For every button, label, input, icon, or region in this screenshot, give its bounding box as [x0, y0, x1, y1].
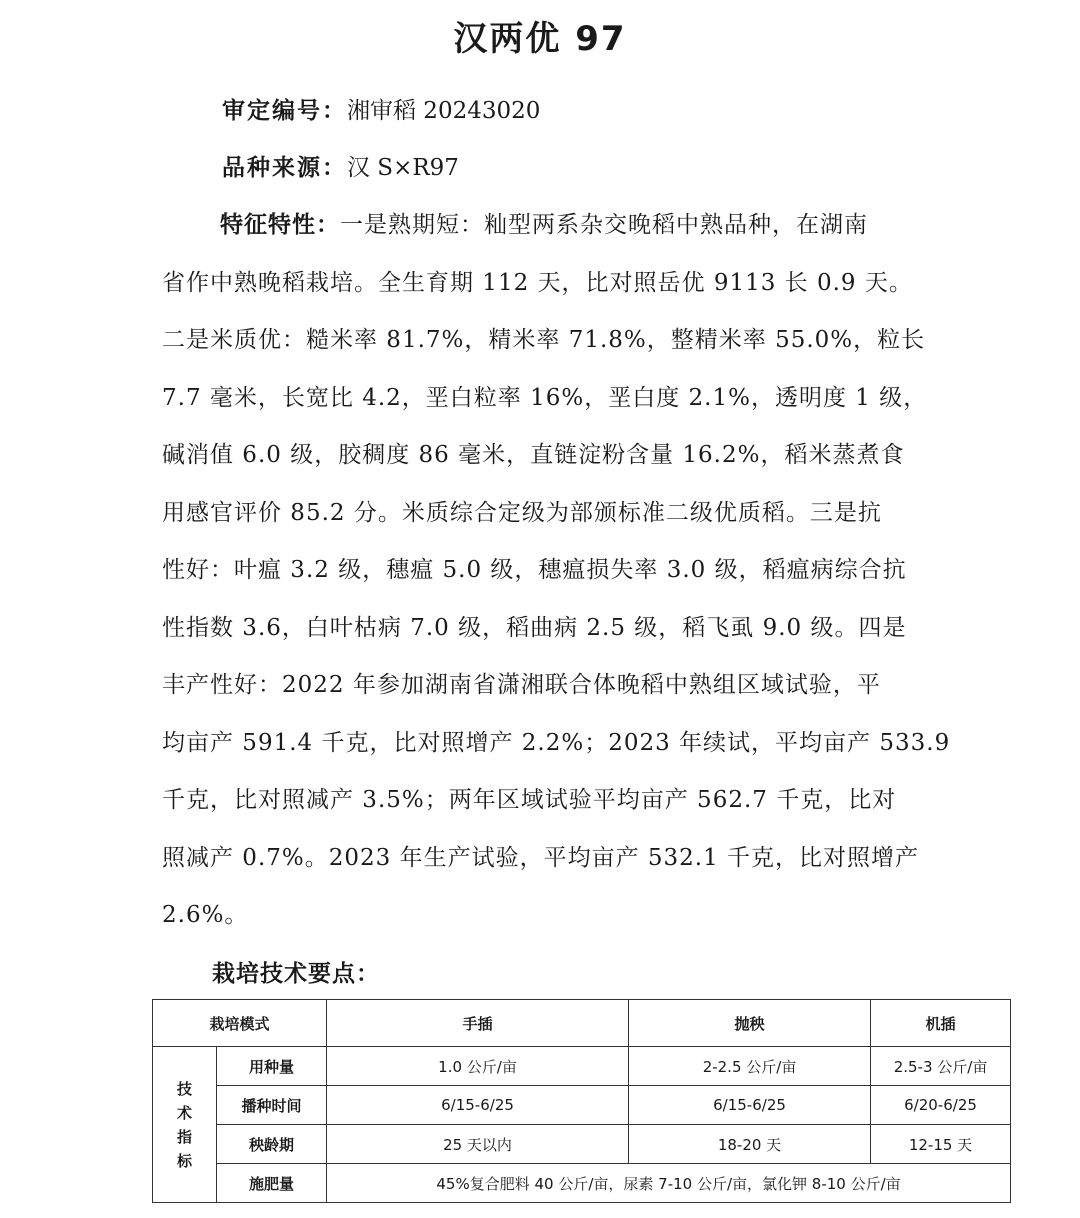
- table-cell: 18-20 天: [629, 1125, 871, 1164]
- page-title: 汉两优 97: [453, 19, 627, 59]
- features-line: 丰产性好：2022 年参加湖南省潇湘联合体晚稻中熟组区域试验，平: [162, 672, 881, 698]
- features-line: 2.6%。: [162, 902, 249, 928]
- table-cell: 6/15-6/25: [629, 1086, 871, 1125]
- row-label: 秧龄期: [217, 1125, 327, 1164]
- header-throwing: 抛秧: [629, 1000, 871, 1047]
- table-cell: 6/20-6/25: [871, 1086, 1011, 1125]
- features-line: 特征特性：一是熟期短：籼型两系杂交晚稻中熟品种，在湖南: [220, 212, 868, 238]
- table-cell: 1.0 公斤/亩: [327, 1047, 629, 1086]
- header-manual: 手插: [327, 1000, 629, 1047]
- cultivation-table: [152, 999, 1011, 1203]
- features-label: 特征特性：: [220, 212, 340, 238]
- table-cell: 12-15 天: [871, 1125, 1011, 1164]
- table-cell: 2-2.5 公斤/亩: [629, 1047, 871, 1086]
- features-line: 千克，比对照减产 3.5%；两年区域试验平均亩产 562.7 千克，比对: [162, 787, 897, 813]
- header-mode: 栽培模式: [153, 1000, 327, 1047]
- table-cell: 2.5-3 公斤/亩: [871, 1047, 1011, 1086]
- approval-value: 湘审稻 20243020: [347, 98, 541, 124]
- approval-number: [222, 94, 540, 128]
- variety-source: [222, 151, 459, 185]
- table-cell: 6/15-6/25: [327, 1086, 629, 1125]
- features-line: 性好：叶瘟 3.2 级，穗瘟 5.0 级，穗瘟损失率 3.0 级，稻瘟病综合抗: [162, 557, 907, 583]
- features-line: 碱消值 6.0 级，胶稠度 86 毫米，直链淀粉含量 16.2%，稻米蒸煮食: [162, 442, 905, 468]
- features-line: 二是米质优：糙米率 81.7%，精米率 71.8%，整精米率 55.0%，粒长: [162, 327, 926, 353]
- table-header-row: [153, 1000, 1011, 1047]
- features-paragraph: [162, 208, 951, 956]
- features-line: 均亩产 591.4 千克，比对照增产 2.2%；2023 年续试，平均亩产 533.9: [162, 729, 951, 756]
- source-value: 汉 S×R97: [347, 155, 459, 181]
- table-row: [153, 1047, 1011, 1086]
- table-row: [153, 1086, 1011, 1125]
- row-label: 用种量: [217, 1047, 327, 1086]
- table-row: [153, 1164, 1011, 1203]
- cultivation-title: 栽培技术要点：: [212, 961, 380, 987]
- table-cell: 25 天以内: [327, 1125, 629, 1164]
- fertilizer-cell: 45%复合肥料 40 公斤/亩，尿素 7-10 公斤/亩，氯化钾 8-10 公斤/亩: [327, 1164, 1011, 1203]
- features-line: 照减产 0.7%。2023 年生产试验，平均亩产 532.1 千克，比对照增产: [162, 844, 920, 871]
- features-line: 省作中熟晚稻栽培。全生育期 112 天，比对照岳优 9113 长 0.9 天。: [162, 269, 913, 296]
- approval-label: 审定编号：: [222, 98, 347, 124]
- row-label: 施肥量: [217, 1164, 327, 1203]
- header-machine: 机插: [871, 1000, 1011, 1047]
- source-label: 品种来源：: [222, 155, 347, 181]
- table-row: [153, 1125, 1011, 1164]
- row-label: 播种时间: [217, 1086, 327, 1125]
- features-line: 7.7 毫米，长宽比 4.2，垩白粒率 16%，垩白度 2.1%，透明度 1 级，: [162, 384, 928, 411]
- features-line: 性指数 3.6，白叶枯病 7.0 级，稻曲病 2.5 级，稻飞虱 9.0 级。四是: [162, 614, 907, 641]
- group-label: 技 术 指 标: [153, 1047, 217, 1203]
- features-line: 用感官评价 85.2 分。米质综合定级为部颁标准二级优质稻。三是抗: [162, 499, 882, 526]
